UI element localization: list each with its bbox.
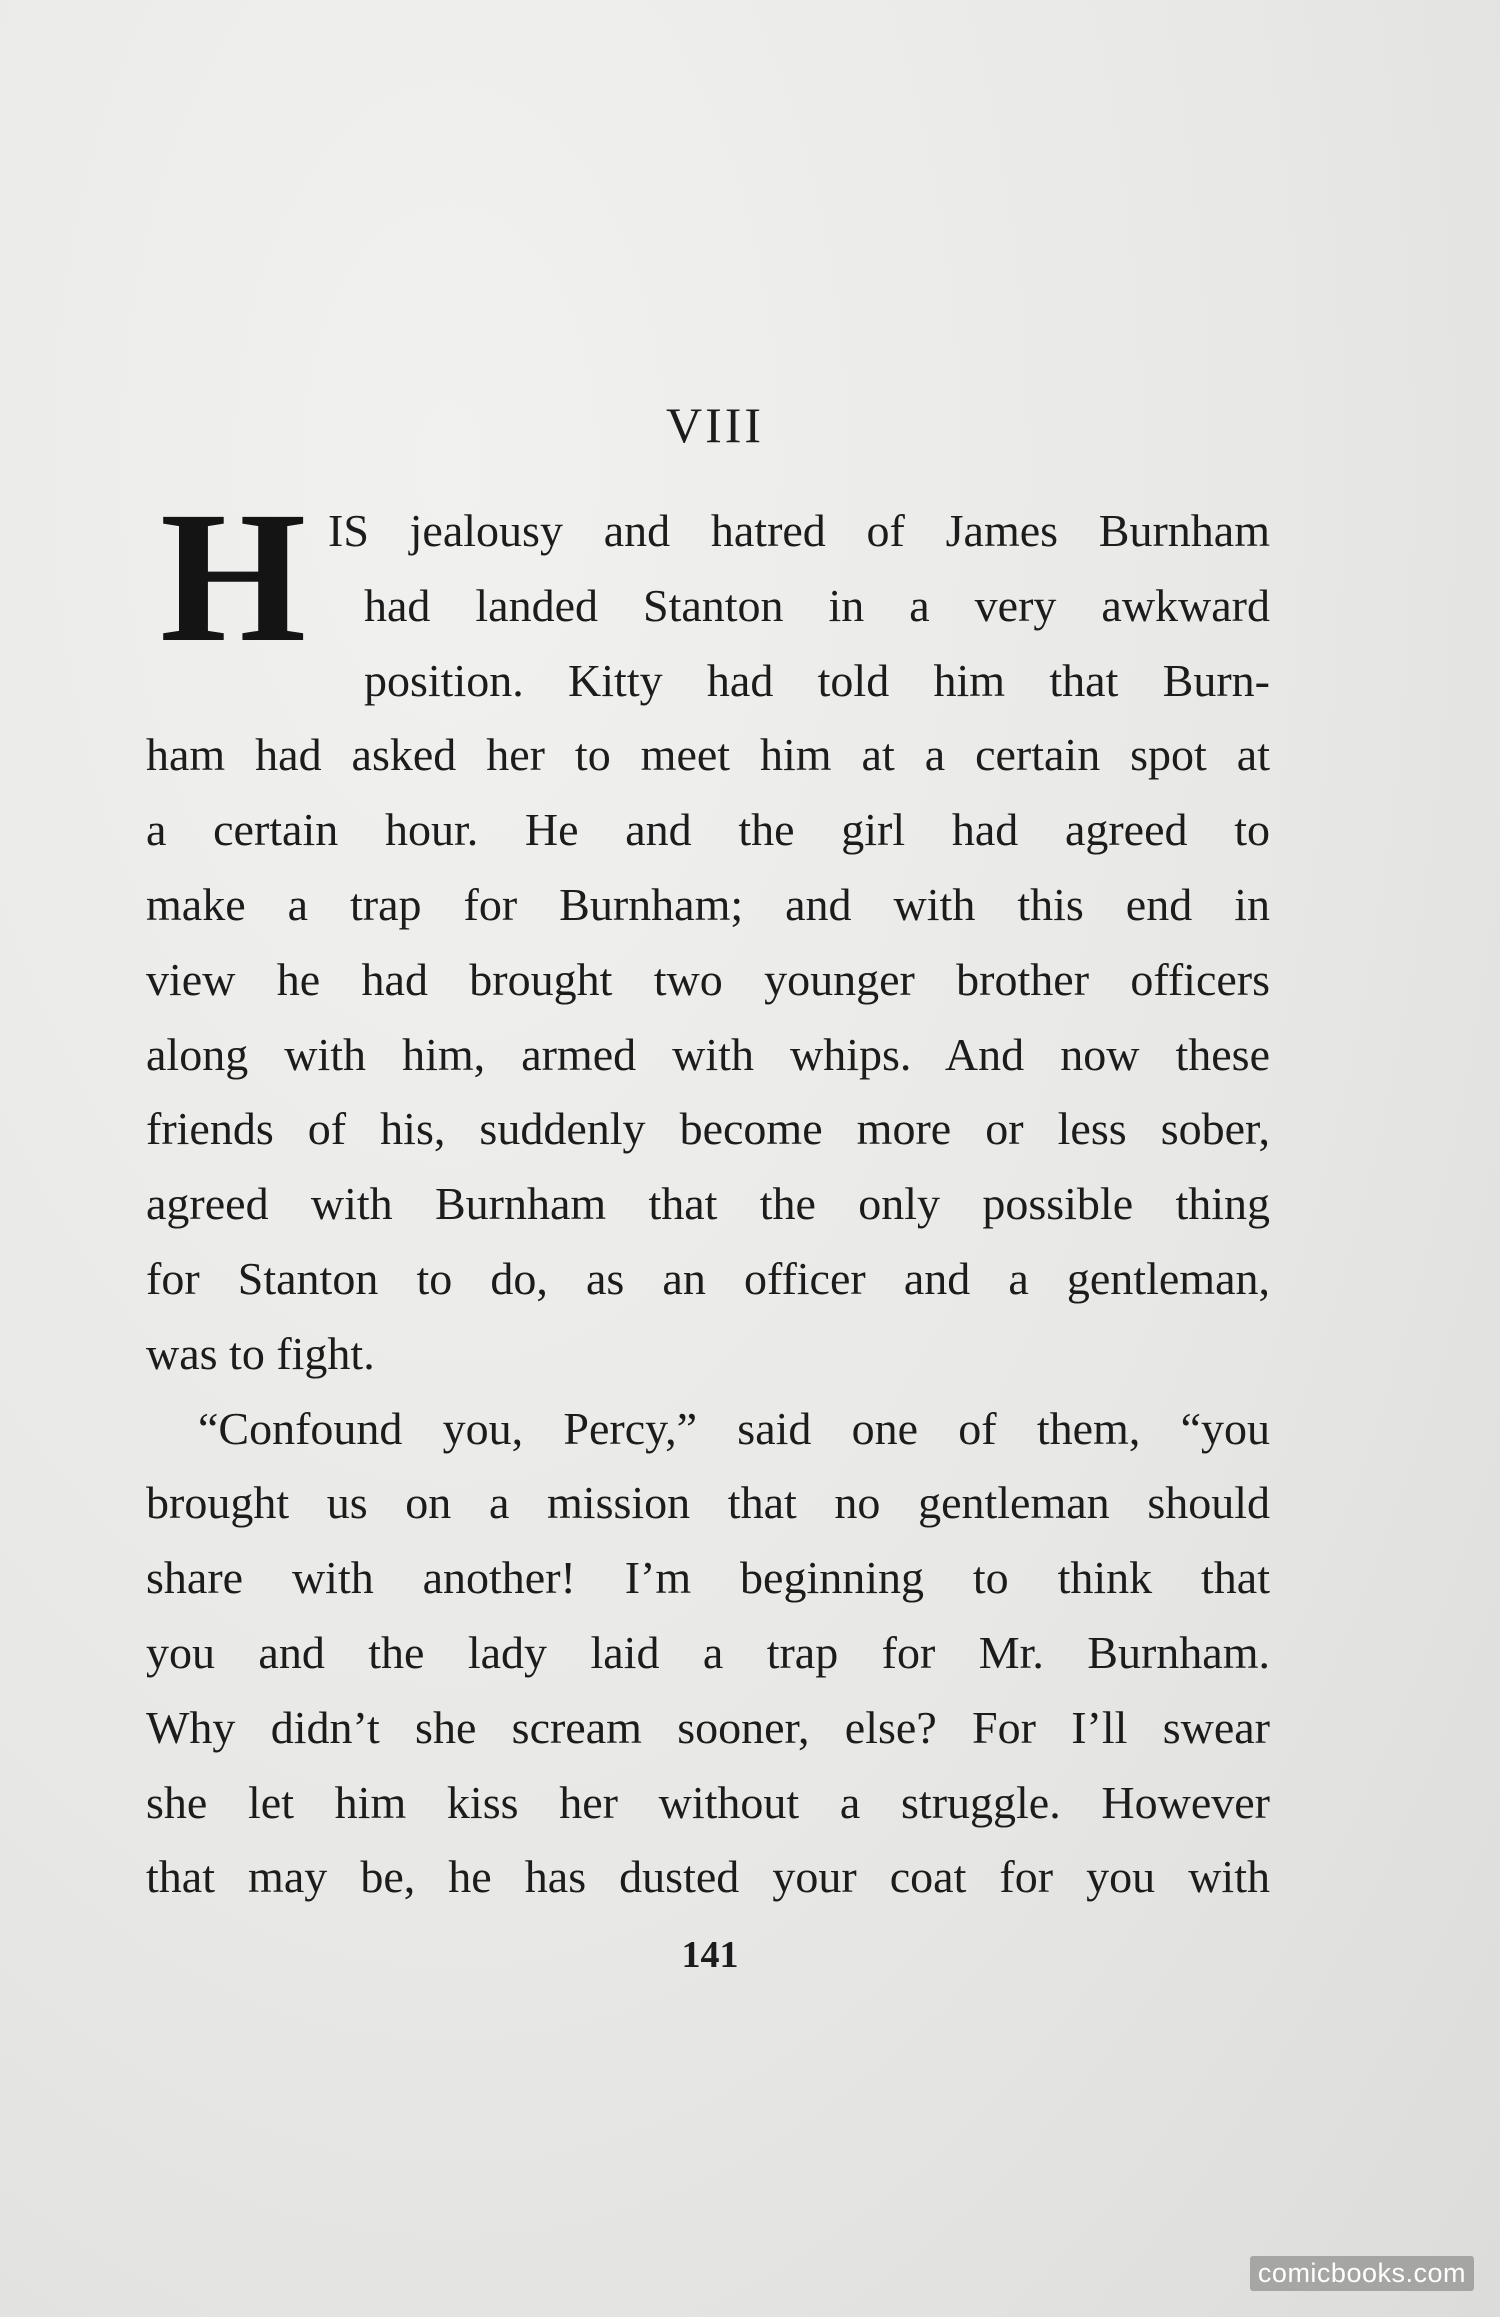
text-line: “Confound you, Percy,” said one of them, “you xyxy=(198,1402,1270,1454)
text-line: ham had asked her to meet him at a certain spot at xyxy=(146,729,1270,781)
text-line: IS jealousy and hatred of James Burnham xyxy=(328,505,1270,556)
text-line: friends of his, suddenly become more or less sober, xyxy=(146,1103,1270,1155)
text-line: make a trap for Burnham; and with this end in xyxy=(146,878,1270,930)
text-line: had landed Stanton in a very awkward xyxy=(364,579,1270,631)
body-text xyxy=(146,472,1270,1915)
watermark: comicbooks.com xyxy=(1250,2256,1474,2291)
chapter-heading: VIII xyxy=(665,397,765,453)
text-line: along with him, armed with whips. And now these xyxy=(146,1028,1270,1080)
text-line: Why didn’t she scream sooner, else? For I’ll swear xyxy=(146,1701,1270,1753)
text-line: was to fight. xyxy=(146,1327,375,1379)
text-line: a certain hour. He and the girl had agreed to xyxy=(146,804,1270,856)
text-line: share with another! I’m beginning to think that xyxy=(146,1552,1270,1604)
text-line: for Stanton to do, as an officer and a gentleman, xyxy=(146,1252,1270,1304)
page-number: 141 xyxy=(681,1934,739,1976)
text-line: position. Kitty had told him that Burn- xyxy=(364,654,1270,706)
drop-cap: H xyxy=(160,472,307,681)
text-line: you and the lady laid a trap for Mr. Burnham. xyxy=(146,1626,1270,1678)
text-line: view he had brought two younger brother officers xyxy=(146,953,1270,1005)
text-line: agreed with Burnham that the only possible thing xyxy=(146,1178,1270,1230)
text-line: that may be, he has dusted your coat for you with xyxy=(146,1851,1270,1903)
text-line: brought us on a mission that no gentleman should xyxy=(146,1477,1270,1529)
text-line: she let him kiss her without a struggle. However xyxy=(146,1776,1270,1828)
